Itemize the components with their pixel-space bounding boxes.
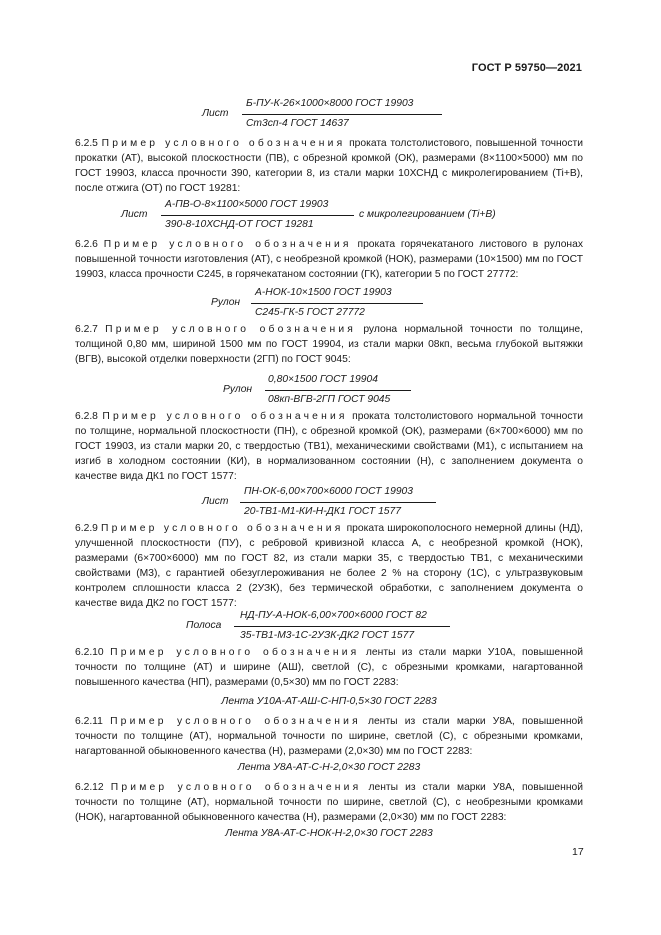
clause-number: 6.2.10 bbox=[75, 647, 104, 658]
clause-number: 6.2.12 bbox=[75, 782, 104, 793]
formula-roll-2 bbox=[223, 374, 423, 408]
formula-label: Лист bbox=[202, 108, 229, 119]
formula-roll-1 bbox=[211, 287, 431, 321]
formula-label: Лист bbox=[121, 209, 148, 220]
formula-numerator: ПН-ОК-6,00×700×6000 ГОСТ 19903 bbox=[244, 486, 413, 497]
formula-band-2: Лента У8А-АТ-С-Н-2,0×30 ГОСТ 2283 bbox=[237, 762, 421, 773]
example-heading: Пример условного обозначения bbox=[103, 239, 352, 250]
formula-strip bbox=[186, 610, 456, 644]
formula-label: Полоса bbox=[186, 620, 222, 631]
clause-number: 6.2.9 bbox=[75, 523, 98, 534]
paragraph-text: проката толстолистового нормальной точности по толщине, нормальной плоскостности (ПН), с обрезной кромкой (ОК), размерами (6×700×6000) мм по ГОСТ 19903, из стали марки 20, с твердостью (ТВ1), механическими свойствами (М1), с испытанием на изгиб в холодном состоянии (КИ), в нормализованном состоянии (Н), с заполнением документа о качестве вида ДК1 по ГОСТ 1577: bbox=[75, 411, 583, 482]
paragraph-text: ленты из стали марки У8А, повышенной точности по толщине (АТ), нормальной точности по ширине, светлой (С), с необрезными кромками (НОК), нагартованной обыкновенного качества (Н), размерами (2,0×30) мм по ГОСТ 2283: bbox=[75, 782, 583, 823]
paragraph-text: проката горячекатаного листового в рулонах повышенной точности изготовления (АТ), с необрезной кромкой (НОК), размерами (10×1500) мм по ГОСТ 19903, класса прочности С245, в горячекатаном состоянии (ГК), категории 5 по ГОСТ 27772: bbox=[75, 239, 583, 280]
formula-sheet-1 bbox=[204, 98, 444, 132]
formula-label: Рулон bbox=[211, 297, 241, 308]
paragraph-text: проката широкополосного немерной длины (НД), улучшенной плоскостности (ПУ), с ребровой кривизной класса А, с необрезной кромкой (НОК), размерами (6×700×6000) мм по ГОСТ 82, из стали марки 35, с твердостью ТВ1, с механическими свойствами (М3), с гарантией обезуглероживания не более 2 % на сторону (1С), с ультразвуковым контролем сплошности класса 2 (2УЗК), без термической обработки, с заполнением документа о качестве вида ДК2 по ГОСТ 1577: bbox=[75, 523, 584, 609]
paragraph-6-2-9 bbox=[75, 522, 583, 611]
example-heading: Пример условного обозначения bbox=[102, 411, 348, 422]
clause-number: 6.2.5 bbox=[75, 138, 98, 149]
fraction-line bbox=[242, 114, 442, 115]
paragraph-6-2-6 bbox=[75, 238, 583, 283]
page-number: 17 bbox=[572, 846, 584, 858]
paragraph-6-2-8 bbox=[75, 410, 583, 485]
paragraph-6-2-12 bbox=[75, 781, 583, 826]
example-heading: Пример условного обозначения bbox=[100, 523, 344, 534]
formula-sheet-3 bbox=[202, 486, 452, 520]
clause-number: 6.2.7 bbox=[75, 324, 98, 335]
formula-numerator: 0,80×1500 ГОСТ 19904 bbox=[268, 374, 378, 385]
clause-number: 6.2.8 bbox=[75, 411, 98, 422]
paragraph-text: ленты из стали марки У8А, повышенной точности по толщине (АТ), нормальной точности по ширине, светлой (С), с обрезными кромками, нагартованной обыкновенного качества (Н), размерами (2,0×30) мм по ГОСТ 2283: bbox=[75, 716, 583, 757]
formula-band-1: Лента У10А-АТ-АШ-С-НП-0,5×30 ГОСТ 2283 bbox=[221, 696, 437, 707]
formula-denominator: 08кп-ВГВ-2ГП ГОСТ 9045 bbox=[268, 394, 391, 405]
paragraph-text: рулона нормальной точности по толщине, толщиной 0,80 мм, шириной 1500 мм по ГОСТ 19904, из стали марки 08кп, весьма глубокой вытяжки (ВГВ), высокой отделки поверхности (2ГП) по ГОСТ 9045: bbox=[75, 324, 583, 365]
example-heading: Пример условного обозначения bbox=[105, 324, 357, 335]
formula-sheet-2 bbox=[121, 199, 521, 233]
formula-denominator: С245-ГК-5 ГОСТ 27772 bbox=[255, 307, 365, 318]
paragraph-6-2-11 bbox=[75, 715, 583, 760]
formula-numerator: НД-ПУ-А-НОК-6,00×700×6000 ГОСТ 82 bbox=[240, 610, 427, 621]
fraction-line bbox=[265, 390, 411, 391]
paragraph-text: ленты из стали марки У10А, повышенной точности по толщине (АТ) и ширине (АШ), светлой (С), с обрезными кромками, нагартованной повышенного качества (НП), размерами (0,5×30) мм по ГОСТ 2283: bbox=[75, 647, 583, 688]
formula-denominator: Ст3сп-4 ГОСТ 14637 bbox=[246, 118, 349, 129]
formula-label: Рулон bbox=[223, 384, 253, 395]
formula-denominator: 35-ТВ1-М3-1С-2УЗК-ДК2 ГОСТ 1577 bbox=[240, 630, 415, 641]
example-heading: Пример условного обозначения bbox=[110, 782, 362, 793]
fraction-line bbox=[161, 215, 354, 216]
clause-number: 6.2.11 bbox=[75, 716, 103, 727]
fraction-line bbox=[240, 502, 436, 503]
formula-numerator: А-ПВ-О-8×1100×5000 ГОСТ 19903 bbox=[165, 199, 329, 210]
formula-suffix: с микролегированием (Ti+B) bbox=[359, 209, 496, 220]
standard-header: ГОСТ Р 59750—2021 bbox=[471, 62, 582, 74]
example-heading: Пример условного обозначения bbox=[110, 647, 360, 658]
formula-band-3: Лента У8А-АТ-С-НОК-Н-2,0×30 ГОСТ 2283 bbox=[225, 828, 433, 839]
paragraph-6-2-5 bbox=[75, 137, 583, 197]
paragraph-6-2-10 bbox=[75, 646, 583, 691]
clause-number: 6.2.6 bbox=[75, 239, 98, 250]
formula-denominator: 20-ТВ1-М1-КИ-Н-ДК1 ГОСТ 1577 bbox=[244, 506, 401, 517]
paragraph-6-2-7 bbox=[75, 323, 583, 368]
formula-label: Лист bbox=[202, 496, 229, 507]
paragraph-text: проката толстолистового, повышенной точности прокатки (АТ), высокой плоскостности (ПВ), с обрезной кромкой (ОК), размерами (8×1100×5000) мм по ГОСТ 19903, класса прочности 390, категории 8, из стали марки 10ХСНД с микролегированием (Ti+B), после отжига (ОТ) по ГОСТ 19281: bbox=[75, 138, 583, 194]
example-heading: Пример условного обозначения bbox=[101, 138, 346, 149]
fraction-line bbox=[251, 303, 423, 304]
example-heading: Пример условного обозначения bbox=[110, 716, 361, 727]
formula-numerator: Б-ПУ-К-26×1000×8000 ГОСТ 19903 bbox=[246, 98, 414, 109]
formula-numerator: А-НОК-10×1500 ГОСТ 19903 bbox=[255, 287, 392, 298]
fraction-line bbox=[234, 626, 450, 627]
formula-denominator: 390-8-10ХСНД-ОТ ГОСТ 19281 bbox=[165, 219, 314, 230]
